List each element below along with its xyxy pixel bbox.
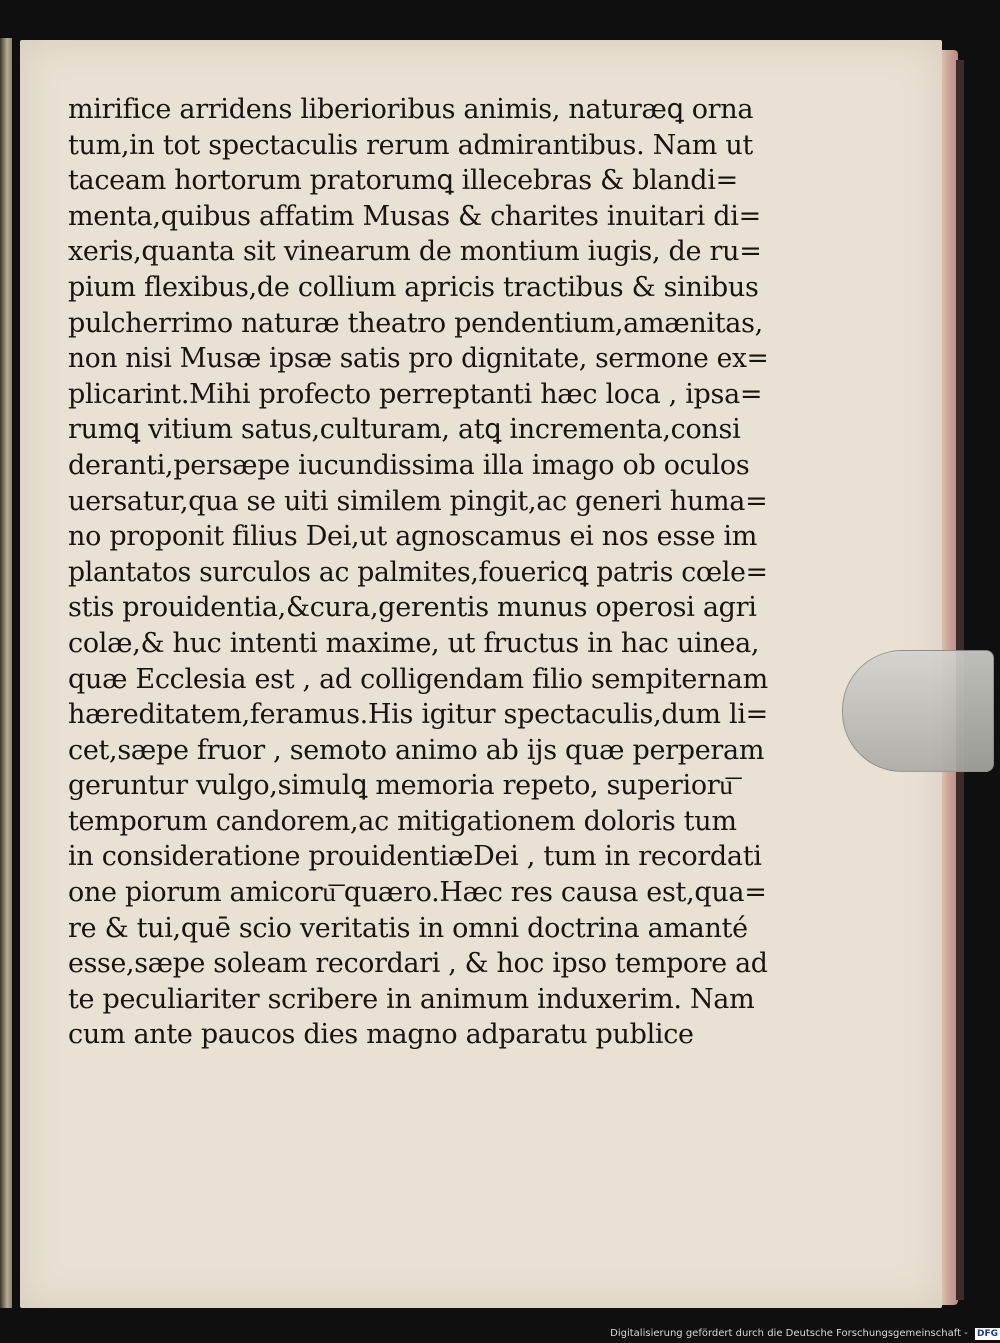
text-line: uersatur,qua se uiti similem pingit,ac generi huma= [68, 485, 768, 517]
page-text [68, 92, 778, 1053]
text-line: cum ante paucos dies magno adparatu publice [68, 1019, 694, 1051]
text-line: deranti,persæpe iucundissima illa imago ob oculos [68, 449, 750, 481]
text-line: hæreditatem,feramus.His igitur spectaculis,dum li= [68, 699, 768, 731]
text-line: colæ,& huc intenti maxime, ut fructus in hac uinea, [68, 627, 760, 659]
left-page-edge [0, 38, 12, 1308]
text-line: menta,quibus affatim Musas & charites inuitari di= [68, 200, 761, 232]
text-line: pium flexibus,de collium apricis tractibus & sinibus [68, 271, 759, 303]
text-line: tum,in tot spectaculis rerum admirantibus. Nam ut [68, 129, 753, 161]
text-line: geruntur vulgo,simulꝗ memoria repeto, superioru͞ [68, 770, 733, 802]
credit-text: Digitalisierung gefördert durch die Deutsche Forschungsgemeinschaft - [610, 1328, 968, 1339]
digitization-credit [600, 1325, 1000, 1343]
text-line: pulcherrimo naturæ theatro pendentium,amænitas, [68, 307, 763, 339]
text-line: re & tui,quē scio veritatis in omni doctrina amanté [68, 912, 748, 944]
dfg-logo-icon: DFG [976, 1329, 998, 1339]
text-line: quæ Ecclesia est , ad colligendam filio sempiternam [68, 663, 768, 695]
text-line: cet,sæpe fruor , semoto animo ab ijs quæ perperam [68, 734, 765, 766]
text-line: stis prouidentia,&cura,gerentis munus operosi agri [68, 592, 757, 624]
text-line: taceam hortorum pratorumꝗ illecebras & blandi= [68, 165, 738, 197]
text-line: temporum candorem,ac mitigationem doloris tum [68, 805, 737, 837]
text-line: esse,sæpe soleam recordari , & hoc ipso tempore ad [68, 948, 768, 980]
text-line: xeris,quanta sit vinearum de montium iugis, de ru= [68, 236, 762, 268]
text-line: non nisi Musæ ipsæ satis pro dignitate, sermone ex= [68, 343, 769, 375]
text-line: mirifice arridens liberioribus animis, naturæꝗ orna [68, 94, 754, 125]
text-line: plicarint.Mihi profecto perreptanti hæc loca , ipsa= [68, 378, 763, 410]
text-line: no proponit filius Dei,ut agnoscamus ei nos esse im [68, 521, 758, 553]
text-line: te peculiariter scribere in animum induxerim. Nam [68, 983, 755, 1015]
text-line: one piorum amicoru͞ quæro.Hæc res causa est,qua= [68, 877, 767, 909]
page-clip [842, 650, 994, 772]
text-line: rumꝗ vitium satus,culturam, atꝗ incrementa,consi [68, 414, 741, 446]
text-line: plantatos surculos ac palmites,fouericꝗ patris cœle= [68, 556, 768, 588]
text-line: in consideratione prouidentiæDei , tum in recordati [68, 841, 762, 873]
